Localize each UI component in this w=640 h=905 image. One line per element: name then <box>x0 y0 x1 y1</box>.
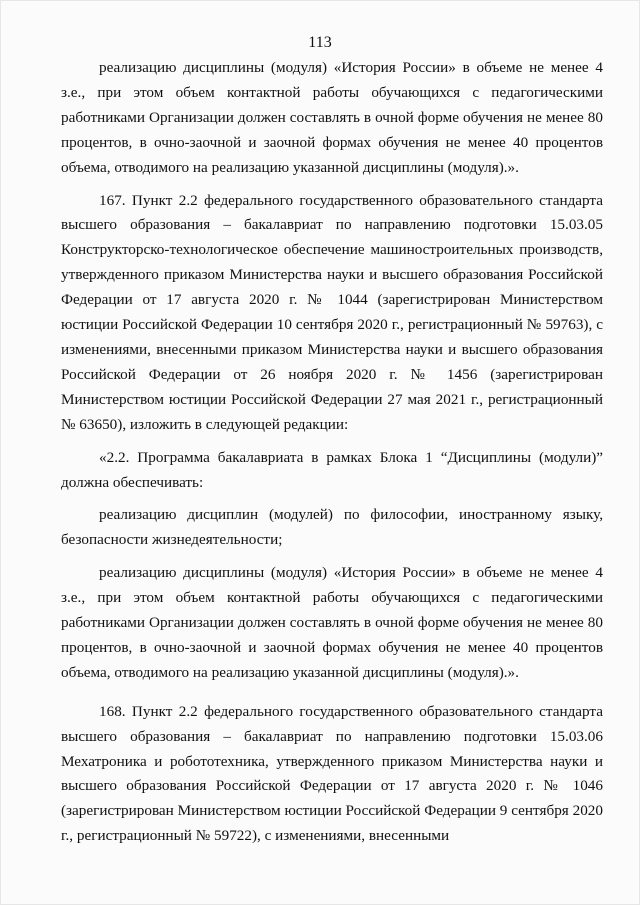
paragraph-program-requirements: «2.2. Программа бакалавриата в рамках Блока 1 “Дисциплины (модули)” должна обеспечивать: <box>61 448 603 491</box>
paragraph-item-168: 168. Пункт 2.2 федерального государственного образовательного стандарта высшего образования – бакалавриат по направлению подготовки 15.03.06 Мехатроника и робототехника, утвержденного приказом Министерства науки и высшего образования Российской Федерации от 17 августа 2020 г. № 1046 (зарегистрирован Министерством юстиции Российской Федерации 9 сентября 2020 г., регистрационный № 59722), с изменениями, внесенными <box>61 702 603 845</box>
paragraph-history-requirement-2: реализацию дисциплины (модуля) «История России» в объеме не менее 4 з.е., при этом объем контактной работы обучающихся с педагогическими работниками Организации должен составлять в очной форме обучения не менее 80 процентов, в очно-заочной и заочной формах обучения не менее 40 процентов объема, отводимого на реализацию указанной дисциплины (модуля).». <box>61 564 603 681</box>
paragraph-history-requirement-1: реализацию дисциплины (модуля) «История России» в объеме не менее 4 з.е., при этом объем контактной работы обучающихся с педагогическими работниками Организации должен составлять в очной форме обучения не менее 80 процентов, в очно-заочной и заочной формах обучения не менее 40 процентов объема, отводимого на реализацию указанной дисциплины (модуля).». <box>61 59 603 176</box>
page-number: 113 <box>308 34 332 51</box>
document-body <box>61 56 603 849</box>
paragraph-disciplines: реализацию дисциплин (модулей) по философии, иностранному языку, безопасности жизнедеятельности; <box>61 506 603 549</box>
paragraph-item-167: 167. Пункт 2.2 федерального государственного образовательного стандарта высшего образования – бакалавриат по направлению подготовки 15.03.05 Конструкторско-технологическое обеспечение машиностроительных производств, утвержденного приказом Министерства науки и высшего образования Российской Федерации от 17 августа 2020 г. № 1044 (зарегистрирован Министерством юстиции Российской Федерации 10 сентября 2020 г., регистрационный № 59763), с изменениями, внесенными приказом Министерства науки и высшего образования Российской Федерации от 26 ноября 2020 г. № 1456 (зарегистрирован Министерством юстиции Российской Федерации 27 мая 2021 г., регистрационный № 63650), изложить в следующей редакции: <box>61 191 603 433</box>
